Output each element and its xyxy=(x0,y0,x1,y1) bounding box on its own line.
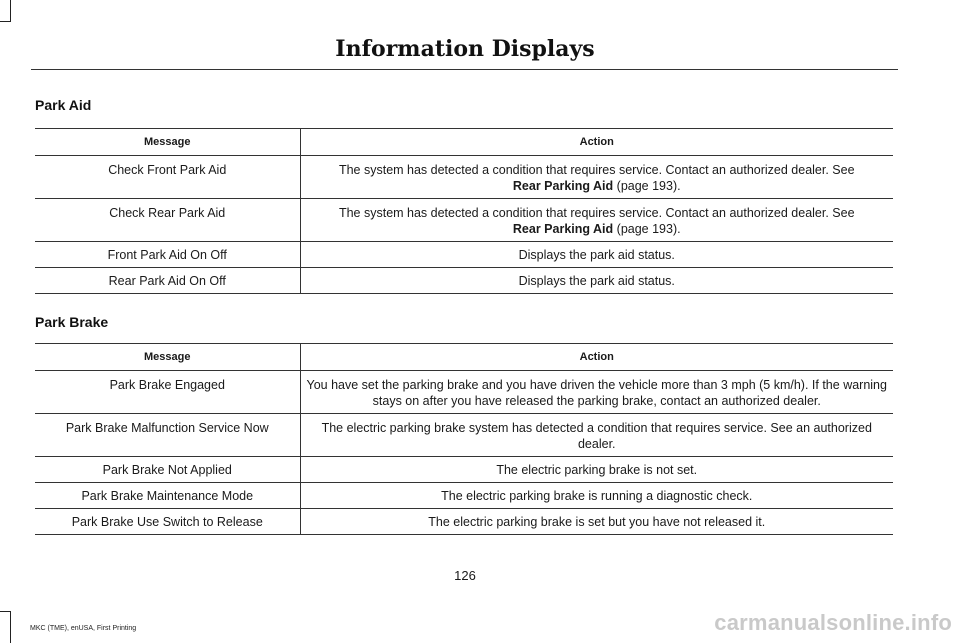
table-row xyxy=(35,268,893,294)
column-header-message: Message xyxy=(35,129,300,156)
message-cell: Park Brake Use Switch to Release xyxy=(35,509,300,535)
park-brake-table xyxy=(35,343,893,535)
action-cell: The electric parking brake system has detected a condition that requires service. See an authorized dealer. xyxy=(300,414,893,457)
page-title: Information Displays xyxy=(335,36,595,62)
action-text: The system has detected a condition that requires service. Contact an authorized dealer. See xyxy=(338,163,855,177)
message-cell: Park Brake Maintenance Mode xyxy=(35,483,300,509)
table-row xyxy=(35,483,893,509)
park-aid-heading: Park Aid xyxy=(35,97,92,113)
crop-mark-bottom-left-vertical xyxy=(10,611,11,643)
message-cell: Front Park Aid On Off xyxy=(35,242,300,268)
action-cell: Displays the park aid status. xyxy=(300,242,893,268)
footer-edition-text: MKC (TME), enUSA, First Printing xyxy=(30,625,137,632)
park-brake-heading: Park Brake xyxy=(35,314,109,330)
table-row xyxy=(35,371,893,414)
action-cell xyxy=(300,156,893,199)
column-header-action: Action xyxy=(300,129,893,156)
table-header-row xyxy=(35,344,893,371)
crop-mark-top-left-horizontal xyxy=(0,21,11,22)
column-header-action: Action xyxy=(300,344,893,371)
action-cell: You have set the parking brake and you have driven the vehicle more than 3 mph (5 km/h). If the warning stays on after you have released the parking brake, contact an authorized dealer. xyxy=(300,371,893,414)
message-cell: Rear Park Aid On Off xyxy=(35,268,300,294)
table-row xyxy=(35,414,893,457)
column-header-message: Message xyxy=(35,344,300,371)
action-cell: The electric parking brake is not set. xyxy=(300,457,893,483)
action-cell: The electric parking brake is running a diagnostic check. xyxy=(300,483,893,509)
table-header-row xyxy=(35,129,893,156)
message-cell: Park Brake Not Applied xyxy=(35,457,300,483)
page-reference: (page 193). xyxy=(616,222,681,236)
action-text: The system has detected a condition that requires service. Contact an authorized dealer. See xyxy=(338,206,855,220)
action-cell: Displays the park aid status. xyxy=(300,268,893,294)
title-divider xyxy=(31,69,898,70)
table-row xyxy=(35,156,893,199)
cross-reference-link[interactable]: Rear Parking Aid xyxy=(512,222,614,236)
page-number: 126 xyxy=(454,568,476,583)
page-reference: (page 193). xyxy=(616,179,681,193)
action-cell: The electric parking brake is set but you have not released it. xyxy=(300,509,893,535)
table-row xyxy=(35,509,893,535)
table-row xyxy=(35,199,893,242)
crop-mark-top-left-vertical xyxy=(10,0,11,22)
message-cell: Park Brake Malfunction Service Now xyxy=(35,414,300,457)
watermark-text: carmanualsonline.info xyxy=(714,610,952,635)
crop-mark-bottom-left-horizontal xyxy=(0,611,11,612)
message-cell: Check Rear Park Aid xyxy=(35,199,300,242)
message-cell: Park Brake Engaged xyxy=(35,371,300,414)
message-cell: Check Front Park Aid xyxy=(35,156,300,199)
table-row xyxy=(35,457,893,483)
cross-reference-link[interactable]: Rear Parking Aid xyxy=(512,179,614,193)
action-cell xyxy=(300,199,893,242)
park-aid-table xyxy=(35,128,893,294)
table-row xyxy=(35,242,893,268)
